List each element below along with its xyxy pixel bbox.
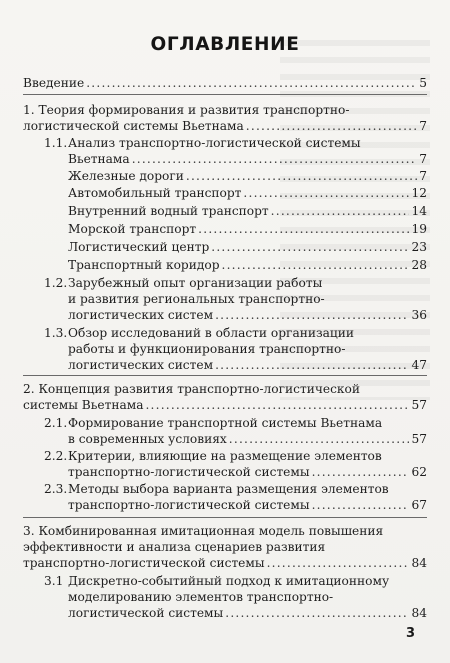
dot-leader (246, 117, 417, 135)
section-title: Анализ транспортно-логистической системы (68, 136, 361, 150)
toc-section-2-1[interactable] (68, 430, 427, 448)
dot-leader (215, 306, 409, 324)
toc-section-3-1[interactable] (68, 604, 427, 622)
dot-leader (186, 167, 417, 185)
section-number: 2.2. (44, 449, 68, 463)
toc-subentry[interactable] (68, 167, 427, 185)
toc-section-1-1[interactable] (68, 150, 427, 168)
toc-entry-label: логистической системы Вьетнама (23, 119, 244, 133)
toc-entry-page: 84 (411, 556, 427, 570)
page-title: ОГЛАВЛЕНИЕ (150, 34, 300, 55)
toc-chapter-3-title-line-1[interactable]: 3. Комбинированная имитационная модель повышения (23, 524, 384, 538)
toc-entry-page: 5 (419, 76, 427, 90)
toc-entry-page: 67 (411, 498, 427, 512)
section-number: 2.3. (44, 482, 68, 496)
toc-entry-label: Введение (23, 76, 85, 90)
toc-subentry[interactable] (68, 220, 427, 238)
toc-entry-page: 23 (411, 240, 427, 254)
toc-entry-label: логистической системы (68, 606, 224, 620)
section-title: Методы выбора варианта размещения элементов (68, 482, 389, 496)
toc-entry-page: 14 (411, 204, 427, 218)
toc-section-2-2[interactable] (68, 463, 427, 481)
section-rule (23, 94, 427, 95)
dot-leader (198, 220, 409, 238)
toc-entry-label: транспортно-логистической системы (68, 498, 310, 512)
toc-entry-label: Внутренний водный транспорт (68, 204, 269, 218)
dot-leader (145, 396, 409, 414)
toc-entry-intro[interactable] (23, 74, 427, 92)
toc-entry-page: 7 (419, 119, 427, 133)
dot-leader (222, 256, 410, 274)
toc-entry-page: 84 (411, 606, 427, 620)
dot-leader (312, 496, 410, 514)
section-title: Дискретно-событийный подход к имитационному (68, 574, 390, 588)
dot-leader (229, 430, 410, 448)
section-number: 2.1. (44, 416, 68, 430)
toc-entry-label: логистических систем (68, 308, 214, 322)
toc-chapter-3[interactable] (23, 554, 427, 572)
toc-entry-label: системы Вьетнама (23, 398, 144, 412)
section-title: Формирование транспортной системы Вьетнама (68, 416, 383, 430)
toc-section-1-2-line-2[interactable]: и развития региональных транспортно- (68, 292, 325, 306)
section-title: Обзор исследований в области организации (68, 326, 354, 340)
toc-entry-label: Логистический центр (68, 240, 210, 254)
toc-entry-label: Морской транспорт (68, 222, 197, 236)
toc-entry-label: Железные дороги (68, 169, 184, 183)
toc-entry-label: в современных условиях (68, 432, 227, 446)
dot-leader (86, 74, 417, 92)
toc-entry-page: 19 (411, 222, 427, 236)
section-rule (23, 517, 427, 518)
toc-entry-label: логистических систем (68, 358, 214, 372)
toc-section-2-3[interactable] (68, 496, 427, 514)
dot-leader (267, 554, 410, 572)
toc-section-1-3-line-2[interactable]: работы и функционирования транспортно- (68, 342, 346, 356)
toc-entry-page: 47 (411, 358, 427, 372)
toc-section-1-3[interactable] (68, 356, 427, 374)
toc-entry-label: Вьетнама (68, 152, 130, 166)
toc-section-3-1-line-2[interactable]: моделированию элементов транспортно- (68, 590, 334, 604)
toc-subentry[interactable] (68, 184, 427, 202)
section-number: 1.1. (44, 136, 68, 150)
dot-leader (243, 184, 409, 202)
toc-chapter-2-title-line-1[interactable]: 2. Концепция развития транспортно-логистической (23, 382, 361, 396)
toc-entry-page: 57 (411, 398, 427, 412)
section-number: 1.3. (44, 326, 68, 340)
toc-entry-page: 62 (411, 465, 427, 479)
page-number: 3 (405, 626, 415, 641)
toc-chapter-3-title-line-2[interactable]: эффективности и анализа сценариев развития (23, 540, 326, 554)
toc-entry-label: транспортно-логистической системы (23, 556, 265, 570)
section-rule (23, 375, 427, 376)
toc-entry-page: 7 (419, 169, 427, 183)
dot-leader (312, 463, 410, 481)
toc-entry-page: 7 (419, 152, 427, 166)
toc-entry-label: Автомобильный транспорт (68, 186, 242, 200)
dot-leader (215, 356, 409, 374)
toc-chapter-2[interactable] (23, 396, 427, 414)
toc-chapter-1-title-line-1[interactable]: 1. Теория формирования и развития транспортно- (23, 103, 350, 117)
section-title: Критерии, влияющие на размещение элементов (68, 449, 382, 463)
toc-entry-page: 57 (411, 432, 427, 446)
toc-entry-page: 28 (411, 258, 427, 272)
toc-entry-page: 12 (411, 186, 427, 200)
toc-subentry[interactable] (68, 202, 427, 220)
dot-leader (211, 238, 409, 256)
toc-subentry[interactable] (68, 238, 427, 256)
toc-entry-label: транспортно-логистической системы (68, 465, 310, 479)
toc-entry-page: 36 (411, 308, 427, 322)
section-title: Зарубежный опыт организации работы (68, 276, 323, 290)
toc-section-1-2[interactable] (68, 306, 427, 324)
section-number: 1.2. (44, 276, 68, 290)
dot-leader (271, 202, 410, 220)
dot-leader (132, 150, 418, 168)
toc-chapter-1[interactable] (23, 117, 427, 135)
dot-leader (225, 604, 409, 622)
toc-entry-label: Транспортный коридор (68, 258, 220, 272)
toc-subentry[interactable] (68, 256, 427, 274)
section-number: 3.1 (44, 574, 64, 588)
